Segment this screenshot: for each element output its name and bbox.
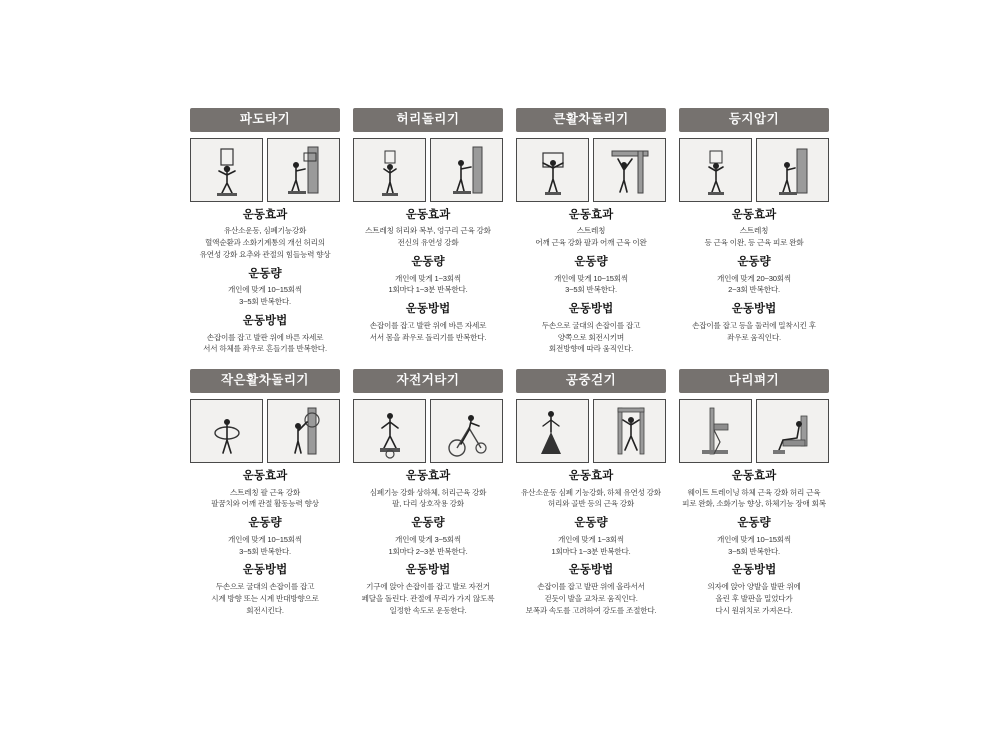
card-images <box>679 399 829 463</box>
exercise-card <box>353 369 503 616</box>
exercise-card-grid <box>190 108 830 617</box>
effect-body <box>353 225 503 249</box>
exercise-card <box>190 108 340 355</box>
exercise-card <box>190 369 340 616</box>
effect-line: 스트레칭 팔 근육 강화 <box>230 487 300 497</box>
amount-body <box>679 534 829 558</box>
card-title: 허리돌리기 <box>353 108 503 132</box>
method-line: 의자에 앉아 양발을 발판 위에 <box>707 582 801 592</box>
method-line: 보폭과 속도를 고려하여 강도를 조절한다. <box>525 605 657 615</box>
amount-body <box>679 273 829 297</box>
amount-line: 3~5회 반복한다. <box>239 297 291 307</box>
effect-section <box>353 470 503 510</box>
method-heading: 운동방법 <box>242 564 288 577</box>
amount-line: 2~3회 반복한다. <box>728 285 780 295</box>
figure-person-side-icon <box>593 399 666 463</box>
method-line: 양쪽으로 회전시키며 <box>557 332 625 342</box>
card-title: 등지압기 <box>679 108 829 132</box>
amount-heading: 운동량 <box>574 517 608 530</box>
method-body <box>679 581 829 616</box>
amount-body <box>190 284 340 308</box>
method-line: 손잡이를 잡고 발판 위에 올라서서 <box>537 582 645 592</box>
method-heading: 운동방법 <box>405 303 451 316</box>
method-section <box>190 315 340 355</box>
effect-body <box>679 225 829 249</box>
effect-line: 웨이트 트레이닝 하체 근육 강화 허리 근육 <box>687 487 821 497</box>
amount-body <box>190 534 340 558</box>
effect-heading: 운동효과 <box>568 208 614 221</box>
method-line: 서서 몸을 좌우로 돌리기를 반복한다. <box>369 332 487 342</box>
card-images <box>516 399 666 463</box>
method-line: 손잡이를 잡고 등을 둘러에 밀착시킨 후 <box>692 320 816 330</box>
amount-line: 개인에 맞게 20~30회씩 <box>716 273 792 283</box>
effect-line: 전신의 유연성 강화 <box>397 238 459 248</box>
amount-heading: 운동량 <box>737 517 771 530</box>
method-body <box>190 581 340 616</box>
effect-line: 어깨 근육 강화 팔과 어깨 근육 이완 <box>535 238 647 248</box>
method-line: 좌우로 움직인다. <box>727 332 781 342</box>
figure-person-side-icon <box>267 399 340 463</box>
figure-person-seated-icon <box>756 399 829 463</box>
method-line: 회전시킨다. <box>246 605 284 615</box>
amount-section <box>353 256 503 296</box>
method-line: 올린 후 발판을 밀었다가 <box>715 593 793 603</box>
card-images <box>190 138 340 202</box>
effect-line: 유산소운동, 심폐기능강화 <box>223 226 307 236</box>
effect-body <box>516 225 666 249</box>
method-heading: 운동방법 <box>568 564 614 577</box>
method-line: 기구에 앉아 손잡이를 잡고 발로 자전거 <box>366 582 490 592</box>
amount-heading: 운동량 <box>737 255 771 268</box>
effect-line: 스트레칭 허리와 복부, 엉구리 근육 강화 <box>365 226 491 236</box>
exercise-card <box>679 369 829 616</box>
amount-line: 개인에 맞게 10~15회씩 <box>553 273 629 283</box>
exercise-card <box>516 369 666 616</box>
card-title: 자전거타기 <box>353 369 503 393</box>
method-body <box>190 332 340 356</box>
figure-person-front-icon <box>353 399 426 463</box>
method-body <box>516 320 666 355</box>
effect-section <box>353 209 503 249</box>
effect-line: 심폐기능 강화 상하체, 허리근육 강화 <box>369 487 487 497</box>
method-body <box>353 320 503 344</box>
figure-leg-press-machine-icon <box>679 399 752 463</box>
method-body <box>353 581 503 616</box>
amount-line: 개인에 맞게 10~15회씩 <box>227 285 303 295</box>
figure-person-front-icon <box>190 138 263 202</box>
amount-line: 개인에 맞게 3~5회씩 <box>394 534 462 544</box>
amount-line: 1회마다 1~3분 반복한다. <box>551 546 631 556</box>
amount-line: 개인에 맞게 10~15회씩 <box>716 534 792 544</box>
effect-heading: 운동효과 <box>731 208 777 221</box>
amount-heading: 운동량 <box>574 255 608 268</box>
card-title: 작은활차돌리기 <box>190 369 340 393</box>
figure-person-front-icon <box>516 399 589 463</box>
amount-section <box>679 256 829 296</box>
amount-section <box>353 517 503 557</box>
figure-person-side-icon <box>430 399 503 463</box>
method-heading: 운동방법 <box>568 303 614 316</box>
effect-section <box>190 470 340 510</box>
method-body <box>679 320 829 344</box>
amount-heading: 운동량 <box>248 267 282 280</box>
card-images <box>353 399 503 463</box>
method-section <box>190 564 340 616</box>
method-line: 회전방향에 따라 움직인다. <box>548 344 634 354</box>
effect-body <box>353 487 503 511</box>
method-line: 손잡이를 잡고 발판 위에 바른 자세로 <box>369 320 487 330</box>
amount-heading: 운동량 <box>411 255 445 268</box>
card-title: 파도타기 <box>190 108 340 132</box>
exercise-card <box>679 108 829 355</box>
card-title: 큰활차돌리기 <box>516 108 666 132</box>
method-section <box>353 303 503 343</box>
card-images <box>190 399 340 463</box>
method-heading: 운동방법 <box>731 564 777 577</box>
method-heading: 운동방법 <box>731 303 777 316</box>
figure-person-front-icon <box>353 138 426 202</box>
figure-person-side-icon <box>593 138 666 202</box>
amount-heading: 운동량 <box>411 517 445 530</box>
amount-body <box>516 273 666 297</box>
amount-line: 개인에 맞게 1~3회씩 <box>394 273 462 283</box>
effect-line: 스트레칭 <box>739 226 769 236</box>
effect-body <box>190 225 340 260</box>
method-line: 두손으로 굴대의 손잡이를 잡고 <box>215 582 315 592</box>
figure-person-front-icon <box>516 138 589 202</box>
method-heading: 운동방법 <box>242 314 288 327</box>
amount-heading: 운동량 <box>248 517 282 530</box>
effect-line: 스트레칭 <box>576 226 606 236</box>
exercise-card <box>516 108 666 355</box>
figure-person-side-icon <box>267 138 340 202</box>
method-line: 시계 방향 또는 시계 반대방향으로 <box>211 593 319 603</box>
effect-heading: 운동효과 <box>242 469 288 482</box>
card-title: 다리펴기 <box>679 369 829 393</box>
amount-section <box>190 517 340 557</box>
effect-line: 혈액순환과 소화기계통의 개선 허리의 <box>205 238 325 248</box>
amount-line: 3~5회 반복한다. <box>239 546 291 556</box>
effect-section <box>516 209 666 249</box>
amount-line: 1회마다 2~3분 반복한다. <box>388 546 468 556</box>
effect-line: 피로 완화, 소화기능 향상, 하체기능 장애 회복 <box>682 499 826 509</box>
card-title: 공중걷기 <box>516 369 666 393</box>
effect-section <box>190 209 340 261</box>
method-section <box>516 303 666 355</box>
effect-body <box>679 487 829 511</box>
figure-person-front-icon <box>679 138 752 202</box>
effect-heading: 운동효과 <box>242 208 288 221</box>
amount-body <box>353 534 503 558</box>
effect-heading: 운동효과 <box>405 208 451 221</box>
effect-line: 유연성 강화 요추와 관절의 힘들능력 향상 <box>199 249 331 259</box>
effect-heading: 운동효과 <box>568 469 614 482</box>
amount-section <box>190 268 340 308</box>
effect-line: 팔, 다리 상호작용 강화 <box>392 499 464 509</box>
effect-line: 허리와 골반 등의 근육 강화 <box>547 499 635 509</box>
effect-heading: 운동효과 <box>731 469 777 482</box>
effect-body <box>190 487 340 511</box>
amount-section <box>516 256 666 296</box>
amount-line: 개인에 맞게 1~3회씩 <box>557 534 625 544</box>
exercise-card <box>353 108 503 355</box>
card-images <box>516 138 666 202</box>
amount-line: 개인에 맞게 10~15회씩 <box>227 534 303 544</box>
amount-line: 3~5회 반복한다. <box>728 546 780 556</box>
method-line: 일정한 속도로 운동한다. <box>389 605 467 615</box>
amount-line: 3~5회 반복한다. <box>565 285 617 295</box>
amount-body <box>353 273 503 297</box>
method-line: 서서 하체를 좌우로 흔들기를 반복한다. <box>203 344 327 354</box>
effect-section <box>679 470 829 510</box>
method-line: 페달을 돌린다. 관절에 무리가 가지 않도록 <box>361 593 495 603</box>
method-heading: 운동방법 <box>405 564 451 577</box>
amount-body <box>516 534 666 558</box>
method-body <box>516 581 666 616</box>
card-images <box>353 138 503 202</box>
effect-section <box>516 470 666 510</box>
figure-person-front-icon <box>190 399 263 463</box>
figure-person-side-icon <box>756 138 829 202</box>
effect-line: 유산소운동 심폐 기능강화, 하체 유연성 강화 <box>521 487 661 497</box>
effect-line: 등 근육 이완, 등 근육 피로 완화 <box>704 238 804 248</box>
method-line: 다시 원위치로 가져온다. <box>715 605 793 615</box>
method-section <box>353 564 503 616</box>
method-line: 손잡이를 잡고 발판 위에 바른 자세로 <box>206 332 324 342</box>
method-line: 두손으로 굴대의 손잡이를 잡고 <box>541 320 641 330</box>
method-section <box>679 303 829 343</box>
figure-person-side-icon <box>430 138 503 202</box>
effect-section <box>679 209 829 249</box>
amount-line: 1회마다 1~3분 반복한다. <box>388 285 468 295</box>
amount-section <box>679 517 829 557</box>
effect-line: 팔꿈치와 어깨 관절 활동능력 향상 <box>211 499 319 509</box>
method-line: 걷듯이 발을 교차로 움직인다. <box>544 593 638 603</box>
method-section <box>679 564 829 616</box>
method-section <box>516 564 666 616</box>
effect-heading: 운동효과 <box>405 469 451 482</box>
amount-section <box>516 517 666 557</box>
effect-body <box>516 487 666 511</box>
card-images <box>679 138 829 202</box>
